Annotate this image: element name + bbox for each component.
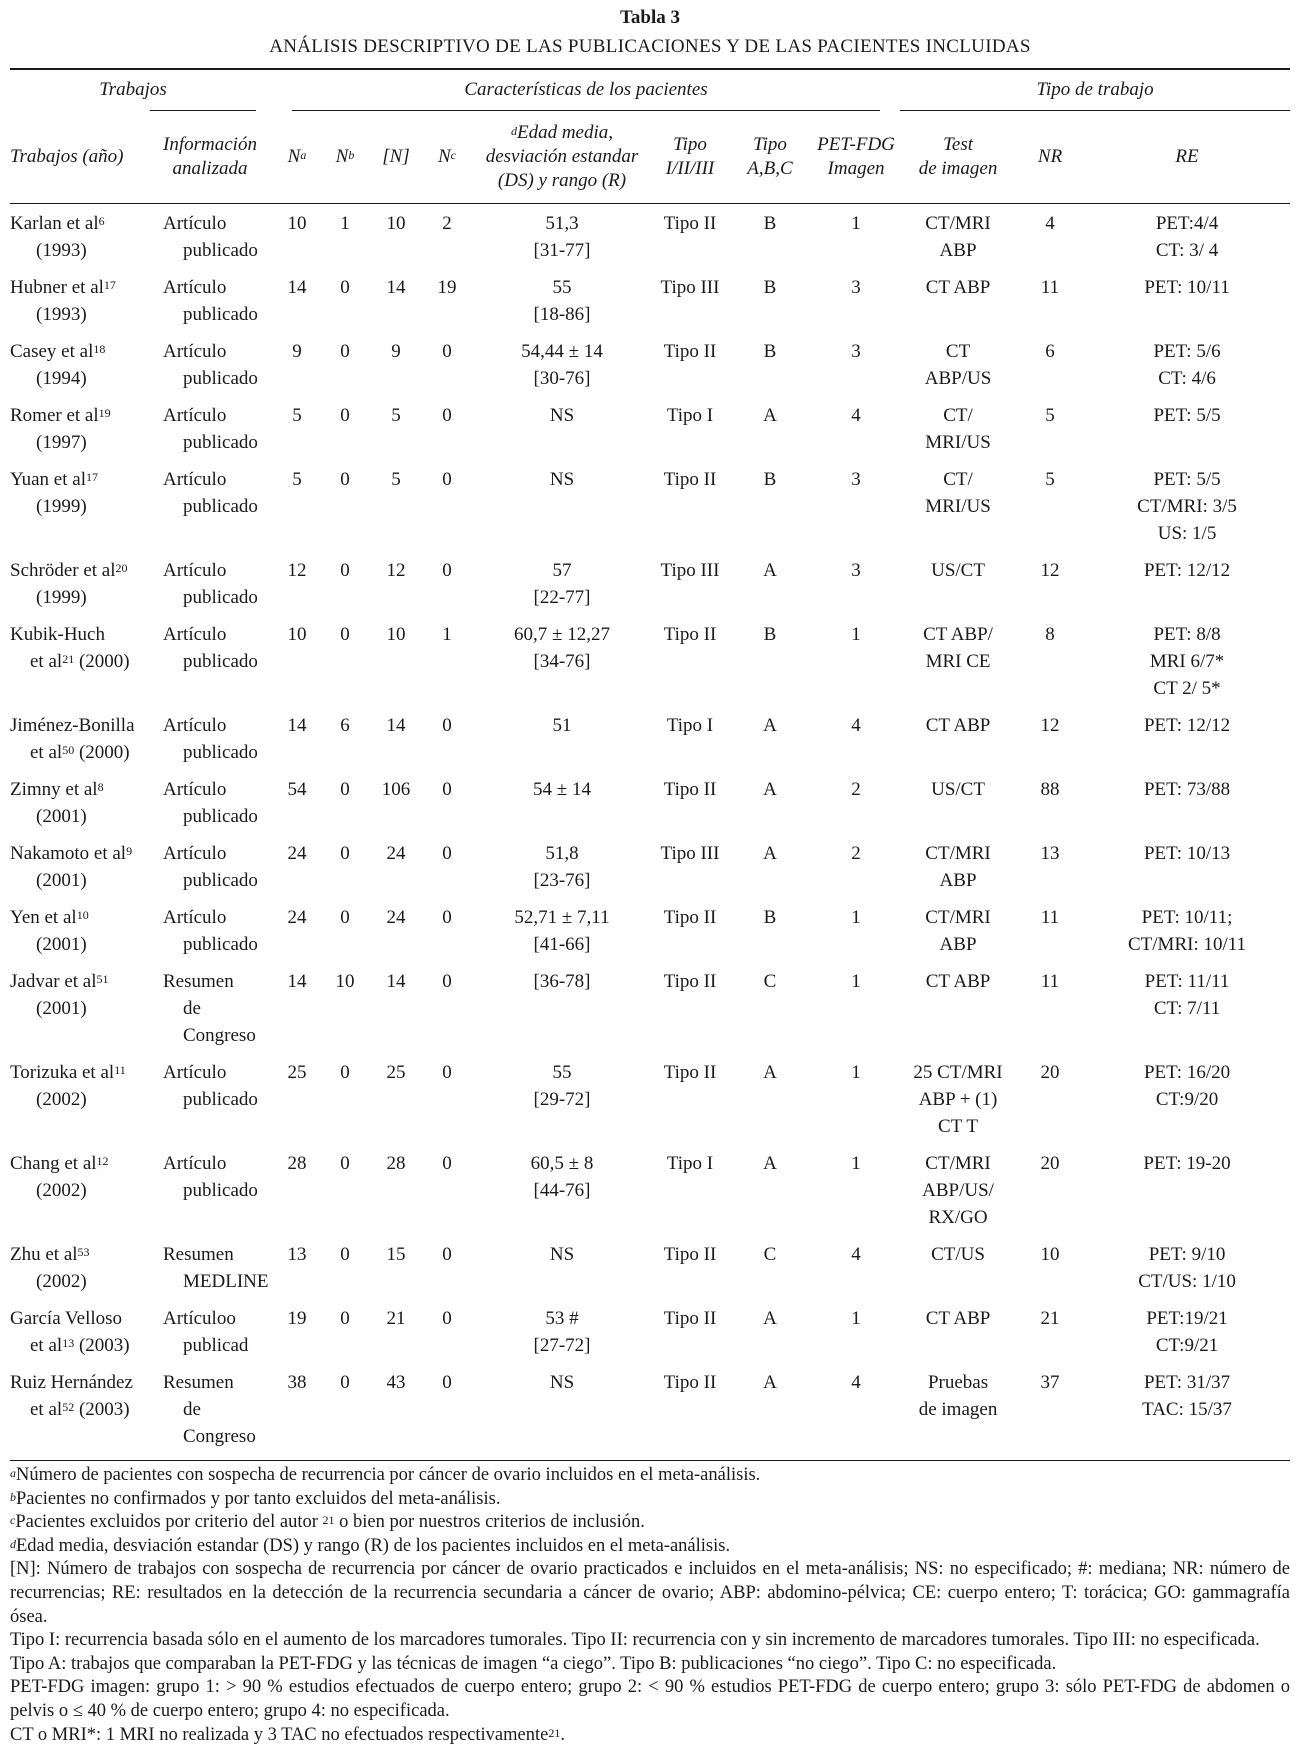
table-row xyxy=(10,1299,1290,1363)
table-row xyxy=(10,770,1290,834)
cell-nb: 10 xyxy=(335,971,355,992)
col-nr: NR xyxy=(1016,111,1084,204)
footnote-tipo-i-ii-iii: Tipo I: recurrencia basada sólo en el aumento de los marcadores tumorales. Tipo II: recurrencia con y sin incremento de marcadores tumorales. Tipo III: no especificada. xyxy=(10,1630,1260,1651)
cell-nb: 0 xyxy=(340,624,350,645)
cell-n-total: 28 xyxy=(386,1153,406,1174)
cell-edad: 54,44 ± 14 [30-76] xyxy=(521,341,603,389)
cell-test-imagen: CT/MRI ABP xyxy=(925,213,991,261)
column-header-row xyxy=(10,111,1290,204)
cell-trabajo: Ruiz Hernández et $al^{52}$ (2003) xyxy=(10,1372,133,1420)
cell-na: 12 xyxy=(287,560,307,581)
cell-nr: 13 xyxy=(1040,843,1060,864)
cell-informacion: Artículo publicado xyxy=(163,843,258,891)
cell-trabajo: Torizuka et $al^{11}$ (2002) xyxy=(10,1062,126,1110)
cell-nr: 88 xyxy=(1040,779,1060,800)
cell-test-imagen: CT/MRI ABP/US/ RX/GO xyxy=(922,1153,994,1228)
cell-tipo-i-ii-iii: Tipo II xyxy=(663,1244,717,1265)
cell-na: 9 xyxy=(292,341,302,362)
cell-tipo-abc: B xyxy=(763,907,777,928)
group-trabajos: Trabajos xyxy=(99,79,167,100)
cell-re: PET: 10/11; CT/MRI: 10/11 xyxy=(1128,907,1247,955)
cell-re: PET:4/4 CT: 3/ 4 xyxy=(1155,213,1219,261)
col-tipo-i-ii-iii: Tipo I/II/III xyxy=(652,111,728,204)
table-row xyxy=(10,898,1290,962)
cell-nb: 0 xyxy=(340,469,350,490)
cell-pet-fdg: 1 xyxy=(851,624,861,645)
col-trabajos-anio: Trabajos (año) xyxy=(10,111,146,204)
cell-tipo-i-ii-iii: Tipo II xyxy=(663,779,717,800)
cell-informacion: Artículoo publicad xyxy=(163,1308,249,1356)
table-row xyxy=(10,396,1290,460)
table-row xyxy=(10,706,1290,770)
table-footnotes xyxy=(10,1464,1290,1747)
cell-nc: 0 xyxy=(442,843,452,864)
cell-tipo-i-ii-iii: Tipo II xyxy=(663,1372,717,1393)
col-na: $N^a$ xyxy=(274,111,320,204)
cell-n-total: 5 xyxy=(391,405,401,426)
col-pet-fdg: PET-FDG Imagen xyxy=(812,111,900,204)
cell-test-imagen: CT/ MRI/US xyxy=(925,405,991,453)
footnote-d: $^d$Edad media, desviación estandar (DS) y rango (R) de los pacientes incluidos en el meta-análisis. xyxy=(10,1535,731,1556)
cell-test-imagen: CT ABP xyxy=(925,971,991,992)
cell-trabajo: Yen et $al^{10}$ (2001) xyxy=(10,907,89,955)
cell-tipo-abc: A xyxy=(763,843,777,864)
col-test-imagen: Test de imagen xyxy=(900,111,1016,204)
cell-tipo-i-ii-iii: Tipo II xyxy=(663,469,717,490)
cell-tipo-i-ii-iii: Tipo II xyxy=(663,1062,717,1083)
cell-na: 13 xyxy=(287,1244,307,1265)
cell-tipo-i-ii-iii: Tipo I xyxy=(666,1153,714,1174)
cell-nc: 0 xyxy=(442,715,452,736)
cell-tipo-abc: A xyxy=(763,1153,777,1174)
cell-edad: 51 xyxy=(552,715,572,736)
cell-pet-fdg: 3 xyxy=(851,277,861,298)
cell-tipo-i-ii-iii: Tipo I xyxy=(666,715,714,736)
footnote-tipo-abc: Tipo A: trabajos que comparaban la PET-FDG y las técnicas de imagen “a ciego”. Tipo B: publicaciones “no ciego”. Tipo C: no especificada. xyxy=(10,1653,1057,1674)
cell-test-imagen: CT/MRI ABP xyxy=(925,907,991,955)
cell-nr: 4 xyxy=(1045,213,1055,234)
cell-re: PET:19/21 CT:9/21 xyxy=(1146,1308,1228,1356)
cell-pet-fdg: 2 xyxy=(851,843,861,864)
cell-tipo-i-ii-iii: Tipo III xyxy=(660,843,720,864)
table-row xyxy=(10,268,1290,332)
cell-edad: 51,8 [23-76] xyxy=(533,843,591,891)
cell-edad: 54 ± 14 xyxy=(533,779,591,800)
cell-nb: 0 xyxy=(340,277,350,298)
cell-re: PET: 9/10 CT/US: 1/10 xyxy=(1138,1244,1236,1292)
cell-informacion: Artículo publicado xyxy=(163,341,258,389)
footnote-pet-fdg: PET-FDG imagen: grupo 1: > 90 % estudios efectuados de cuerpo entero; grupo 2: < 90 % estudios PET-FDG de cuerpo entero; grupo 3: sólo PET-FDG de abdomen o pelvis o ≤ 40 % de cuerpo entero; grupo 4: no especificada. xyxy=(10,1677,1290,1721)
cell-nc: 0 xyxy=(442,779,452,800)
cell-n-total: 10 xyxy=(386,624,406,645)
cell-pet-fdg: 1 xyxy=(851,1062,861,1083)
group-caracteristicas: Características de los pacientes xyxy=(464,79,708,100)
cell-nr: 6 xyxy=(1045,341,1055,362)
cell-edad: 53 # [27-72] xyxy=(533,1308,591,1356)
cell-test-imagen: 25 CT/MRI ABP + (1) CT T xyxy=(913,1062,1003,1137)
cell-pet-fdg: 4 xyxy=(851,715,861,736)
cell-nc: 0 xyxy=(442,1153,452,1174)
cell-n-total: 10 xyxy=(386,213,406,234)
cell-re: PET: 12/12 xyxy=(1143,560,1231,581)
cell-nc: 0 xyxy=(442,341,452,362)
cell-re: PET: 16/20 CT:9/20 xyxy=(1143,1062,1231,1110)
cell-informacion: Artículo publicado xyxy=(163,213,258,261)
cell-pet-fdg: 1 xyxy=(851,907,861,928)
cell-edad: NS xyxy=(549,469,575,490)
cell-nb: 0 xyxy=(340,560,350,581)
cell-test-imagen: CT ABP/ MRI CE xyxy=(923,624,993,672)
cell-nc: 1 xyxy=(442,624,452,645)
cell-edad: 57 [22-77] xyxy=(533,560,591,608)
table-row xyxy=(10,962,1290,1053)
cell-informacion: Artículo publicado xyxy=(163,277,258,325)
cell-trabajo: Jiménez-Bonilla et $al^{50}$ (2000) xyxy=(10,715,135,763)
cell-nr: 5 xyxy=(1045,469,1055,490)
cell-tipo-i-ii-iii: Tipo I xyxy=(666,405,714,426)
table-row xyxy=(10,1235,1290,1299)
cell-test-imagen: Pruebas de imagen xyxy=(918,1372,998,1420)
cell-trabajo: Chang et $al^{12}$ (2002) xyxy=(10,1153,109,1201)
col-n-total: [N] xyxy=(370,111,422,204)
cell-nr: 12 xyxy=(1040,715,1060,736)
cell-n-total: 15 xyxy=(386,1244,406,1265)
cell-nb: 0 xyxy=(340,1308,350,1329)
cell-nr: 20 xyxy=(1040,1062,1060,1083)
cell-nb: 0 xyxy=(340,907,350,928)
cell-nb: 1 xyxy=(340,213,350,234)
table-row xyxy=(10,1053,1290,1144)
cell-n-total: 24 xyxy=(386,907,406,928)
cell-test-imagen: CT/ MRI/US xyxy=(925,469,991,517)
cell-trabajo: Hubner et $al^{17}$ (1993) xyxy=(10,277,116,325)
cell-na: 10 xyxy=(287,213,307,234)
cell-nc: 0 xyxy=(442,560,452,581)
cell-nc: 0 xyxy=(442,405,452,426)
footnote-abbreviations: [N]: Número de trabajos con sospecha de recurrencia por cáncer de ovario practicados e incluidos en el meta-análisis; NS: no especificado; #: mediana; NR: número de recurrencias; RE: resultados en la detección de la recurrencia secundaria a cáncer de ovario; ABP: abdomino-pélvica; CE: cuerpo entero; T: torácica; GO: gammagrafía ósea. xyxy=(10,1559,1290,1627)
cell-na: 25 xyxy=(287,1062,307,1083)
cell-re: PET: 11/11 CT: 7/11 xyxy=(1144,971,1230,1019)
col-tipo-abc: Tipo A,B,C xyxy=(728,111,812,204)
cell-nr: 37 xyxy=(1040,1372,1060,1393)
col-re: RE xyxy=(1084,111,1290,204)
cell-informacion: Artículo publicado xyxy=(163,1062,258,1110)
cell-tipo-abc: A xyxy=(763,560,777,581)
cell-n-total: 12 xyxy=(386,560,406,581)
cell-trabajo: Nakamoto et $al^9$ (2001) xyxy=(10,843,133,891)
group-header-row xyxy=(10,70,1290,110)
cell-trabajo: Casey et $al^{18}$ (1994) xyxy=(10,341,106,389)
cell-tipo-abc: B xyxy=(763,277,777,298)
table-container xyxy=(10,6,1290,1747)
cell-na: 24 xyxy=(287,907,307,928)
cell-nb: 0 xyxy=(340,779,350,800)
cell-trabajo: García Velloso et $al^{13}$ (2003) xyxy=(10,1308,130,1356)
cell-na: 14 xyxy=(287,715,307,736)
table-body xyxy=(10,204,1290,1461)
footnote-c: $^c$Pacientes excluidos por criterio del autor $^{21}$ o bien por nuestros criterios de inclusión. xyxy=(10,1512,645,1533)
cell-trabajo: Kubik-Huch et $al^{21}$ (2000) xyxy=(10,624,130,672)
cell-na: 14 xyxy=(287,971,307,992)
group-tipo-trabajo: Tipo de trabajo xyxy=(1036,79,1154,100)
cell-pet-fdg: 3 xyxy=(851,560,861,581)
cell-informacion: Artículo publicado xyxy=(163,405,258,453)
cell-pet-fdg: 3 xyxy=(851,341,861,362)
cell-tipo-i-ii-iii: Tipo II xyxy=(663,907,717,928)
cell-nr: 20 xyxy=(1040,1153,1060,1174)
cell-re: PET: 5/5 CT/MRI: 3/5 US: 1/5 xyxy=(1137,469,1237,544)
bottom-rule xyxy=(10,1460,1290,1461)
cell-pet-fdg: 3 xyxy=(851,469,861,490)
cell-pet-fdg: 1 xyxy=(851,1308,861,1329)
cell-test-imagen: US/CT xyxy=(931,560,985,581)
cell-trabajo: Schröder et $al^{20}$ (1999) xyxy=(10,560,128,608)
cell-edad: NS xyxy=(549,1372,575,1393)
cell-trabajo: Yuan et $al^{17}$ (1999) xyxy=(10,469,98,517)
cell-edad: 55 [18-86] xyxy=(533,277,591,325)
cell-re: PET: 8/8 MRI 6/7* CT 2/ 5* xyxy=(1149,624,1225,699)
cell-n-total: 14 xyxy=(386,715,406,736)
cell-tipo-abc: B xyxy=(763,624,777,645)
cell-na: 5 xyxy=(292,469,302,490)
cell-edad: 52,71 ± 7,11 [41-66] xyxy=(514,907,610,955)
cell-pet-fdg: 4 xyxy=(851,1244,861,1265)
cell-informacion: Artículo publicado xyxy=(163,560,258,608)
cell-nr: 10 xyxy=(1040,1244,1060,1265)
cell-tipo-i-ii-iii: Tipo II xyxy=(663,213,717,234)
cell-nr: 11 xyxy=(1040,907,1060,928)
table-row xyxy=(10,1363,1290,1460)
cell-pet-fdg: 1 xyxy=(851,213,861,234)
cell-re: PET: 5/5 xyxy=(1153,405,1221,426)
cell-n-total: 9 xyxy=(391,341,401,362)
cell-edad: 51,3 [31-77] xyxy=(533,213,591,261)
cell-edad: 55 [29-72] xyxy=(533,1062,591,1110)
cell-tipo-abc: B xyxy=(763,341,777,362)
cell-tipo-abc: C xyxy=(763,971,777,992)
cell-na: 38 xyxy=(287,1372,307,1393)
cell-tipo-abc: C xyxy=(763,1244,777,1265)
cell-n-total: 5 xyxy=(391,469,401,490)
cell-nc: 0 xyxy=(442,1372,452,1393)
cell-test-imagen: CT/MRI ABP xyxy=(925,843,991,891)
cell-n-total: 24 xyxy=(386,843,406,864)
cell-n-total: 14 xyxy=(386,971,406,992)
footnote-a: $^a$Número de pacientes con sospecha de recurrencia por cáncer de ovario incluidos en el meta-análisis. xyxy=(10,1465,761,1485)
cell-test-imagen: CT ABP xyxy=(925,1308,991,1329)
cell-tipo-i-ii-iii: Tipo II xyxy=(663,1308,717,1329)
cell-n-total: 14 xyxy=(386,277,406,298)
cell-pet-fdg: 4 xyxy=(851,1372,861,1393)
table-row xyxy=(10,834,1290,898)
cell-tipo-abc: A xyxy=(763,405,777,426)
cell-tipo-i-ii-iii: Tipo III xyxy=(660,277,720,298)
col-edad: $^d$Edad media, desviación estandar (DS) y rango (R) xyxy=(472,111,652,204)
cell-nb: 0 xyxy=(340,1244,350,1265)
cell-re: PET: 19-20 xyxy=(1143,1153,1231,1174)
cell-n-total: 21 xyxy=(386,1308,406,1329)
cell-re: PET: 10/13 xyxy=(1143,843,1231,864)
cell-nb: 0 xyxy=(340,1062,350,1083)
cell-test-imagen: CT/US xyxy=(931,1244,985,1265)
cell-pet-fdg: 1 xyxy=(851,971,861,992)
cell-nb: 0 xyxy=(340,1372,350,1393)
cell-nr: 21 xyxy=(1040,1308,1060,1329)
cell-nc: 0 xyxy=(442,469,452,490)
cell-re: PET: 31/37 TAC: 15/37 xyxy=(1142,1372,1232,1420)
table-title: ANÁLISIS DESCRIPTIVO DE LAS PUBLICACIONES Y DE LAS PACIENTES INCLUIDAS xyxy=(269,36,1031,57)
cell-nc: 0 xyxy=(442,1308,452,1329)
cell-tipo-abc: A xyxy=(763,1308,777,1329)
cell-tipo-i-ii-iii: Tipo II xyxy=(663,624,717,645)
cell-informacion: Resumen de Congreso xyxy=(163,1372,256,1447)
cell-tipo-abc: A xyxy=(763,715,777,736)
cell-nc: 0 xyxy=(442,1244,452,1265)
cell-nc: 2 xyxy=(442,213,452,234)
cell-na: 24 xyxy=(287,843,307,864)
cell-informacion: Resumen de Congreso xyxy=(163,971,256,1046)
cell-nb: 0 xyxy=(340,1153,350,1174)
cell-trabajo: Zimny et $al^8$ (2001) xyxy=(10,779,104,827)
cell-trabajo: Karlan et $al^6$ (1993) xyxy=(10,213,105,261)
cell-nr: 11 xyxy=(1040,971,1060,992)
cell-trabajo: Jadvar et $al^{51}$ (2001) xyxy=(10,971,109,1019)
table-row xyxy=(10,204,1290,269)
cell-nb: 0 xyxy=(340,843,350,864)
cell-na: 10 xyxy=(287,624,307,645)
col-informacion: Información analizada xyxy=(146,111,274,204)
table-row xyxy=(10,1144,1290,1235)
cell-informacion: Resumen MEDLINE xyxy=(163,1244,269,1292)
cell-nb: 6 xyxy=(340,715,350,736)
cell-informacion: Artículo publicado xyxy=(163,907,258,955)
cell-na: 14 xyxy=(287,277,307,298)
cell-re: PET: 73/88 xyxy=(1143,779,1231,800)
cell-na: 19 xyxy=(287,1308,307,1329)
table-row xyxy=(10,332,1290,396)
cell-informacion: Artículo publicado xyxy=(163,624,258,672)
cell-tipo-i-ii-iii: Tipo III xyxy=(660,560,720,581)
cell-tipo-abc: A xyxy=(763,1062,777,1083)
cell-edad: NS xyxy=(549,1244,575,1265)
table-row xyxy=(10,460,1290,551)
table-row xyxy=(10,615,1290,706)
cell-test-imagen: CT ABP xyxy=(925,715,991,736)
cell-nb: 0 xyxy=(340,405,350,426)
cell-nc: 0 xyxy=(442,907,452,928)
cell-trabajo: Zhu et $al^{53}$ (2002) xyxy=(10,1244,90,1292)
cell-informacion: Artículo publicado xyxy=(163,469,258,517)
cell-edad: 60,5 ± 8 [44-76] xyxy=(530,1153,594,1201)
cell-test-imagen: CT ABP/US xyxy=(924,341,992,389)
cell-informacion: Artículo publicado xyxy=(163,715,258,763)
cell-re: PET: 12/12 xyxy=(1143,715,1231,736)
cell-trabajo: Romer et $al^{19}$ (1997) xyxy=(10,405,111,453)
cell-nc: 0 xyxy=(442,1062,452,1083)
cell-n-total: 25 xyxy=(386,1062,406,1083)
col-nc: $N^c$ xyxy=(422,111,472,204)
cell-informacion: Artículo publicado xyxy=(163,779,258,827)
col-nb: $N^b$ xyxy=(320,111,370,204)
cell-edad: NS xyxy=(549,405,575,426)
cell-nc: 19 xyxy=(437,277,457,298)
cell-tipo-i-ii-iii: Tipo II xyxy=(663,341,717,362)
footnote-b: $^b$Pacientes no confirmados y por tanto excluidos del meta-análisis. xyxy=(10,1488,501,1509)
cell-nr: 12 xyxy=(1040,560,1060,581)
cell-pet-fdg: 4 xyxy=(851,405,861,426)
cell-nb: 0 xyxy=(340,341,350,362)
table-number: Tabla 3 xyxy=(619,7,681,28)
cell-n-total: 106 xyxy=(381,779,411,800)
cell-edad: [36-78] xyxy=(533,971,591,992)
cell-n-total: 43 xyxy=(386,1372,406,1393)
cell-pet-fdg: 2 xyxy=(851,779,861,800)
cell-na: 54 xyxy=(287,779,307,800)
cell-tipo-abc: A xyxy=(763,779,777,800)
cell-re: PET: 5/6 CT: 4/6 xyxy=(1153,341,1221,389)
cell-tipo-abc: B xyxy=(763,469,777,490)
cell-nr: 8 xyxy=(1045,624,1055,645)
cell-tipo-abc: B xyxy=(763,213,777,234)
cell-na: 5 xyxy=(292,405,302,426)
cell-nr: 11 xyxy=(1040,277,1060,298)
cell-test-imagen: CT ABP xyxy=(925,277,991,298)
cell-na: 28 xyxy=(287,1153,307,1174)
cell-re: PET: 10/11 xyxy=(1144,277,1230,298)
footnote-ct-mri: CT o MRI*: 1 MRI no realizada y 3 TAC no efectuados respectivamente$^{21}$. xyxy=(10,1724,565,1745)
cell-nc: 0 xyxy=(442,971,452,992)
table-row xyxy=(10,551,1290,615)
cell-test-imagen: US/CT xyxy=(931,779,985,800)
descriptive-table xyxy=(10,70,1290,1460)
cell-informacion: Artículo publicado xyxy=(163,1153,258,1201)
cell-tipo-abc: A xyxy=(763,1372,777,1393)
cell-tipo-i-ii-iii: Tipo II xyxy=(663,971,717,992)
cell-nr: 5 xyxy=(1045,405,1055,426)
cell-pet-fdg: 1 xyxy=(851,1153,861,1174)
cell-edad: 60,7 ± 12,27 [34-76] xyxy=(514,624,610,672)
